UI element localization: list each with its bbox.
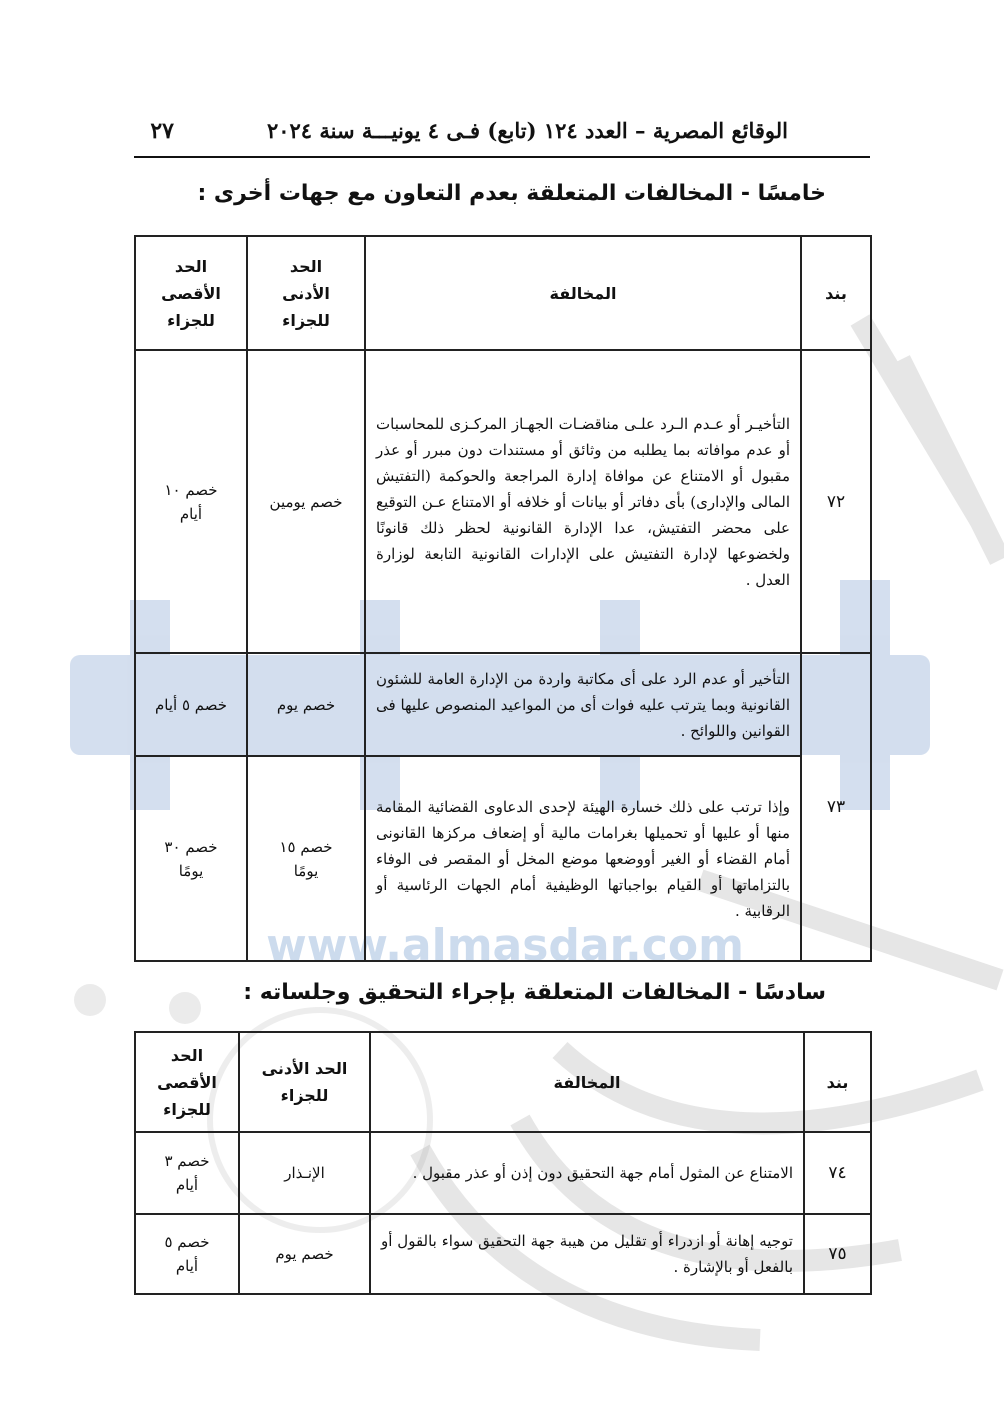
table-row — [135, 756, 871, 961]
violation-text: التأخير أو عدم الرد على أى مكاتبة واردة من الإدارة العامة للشئون القانونية وبما يترتب عليه فوات أى من المواعيد المنصوص عليها فى القوانين واللوائح . — [365, 653, 801, 756]
min-penalty: خصم يوم — [239, 1214, 370, 1294]
max-penalty: خصم ٥ أيام — [164, 1233, 210, 1275]
item-number: ٧٢ — [801, 350, 871, 653]
item-number: ٧٤ — [804, 1132, 871, 1214]
violation-text: الامتناع عن المثول أمام جهة التحقيق دون إذن أو عذر مقبول . — [370, 1132, 804, 1214]
section-6-table — [134, 1031, 872, 1295]
violation-text: توجيه إهانة أو ازدراء أو تقليل من هيبة جهة التحقيق سواء بالقول أو بالفعل أو بالإشارة . — [370, 1214, 804, 1294]
violation-text: التأخيـر أو عـدم الـرد علـى مناقضـات الجهـاز المركـزى للمحاسبات أو عدم موافاته بما يطلبه من وثائق أو مستندات دون مبرر أو عذر مقبول أو الامتناع عن موافاة إدارة المراجعة والحوكمة (التفتيش المالى والإدارى) بأى دفاتر أو بيانات أو خلافه أو الامتناع عـن التوقيع على محضر التفتيش، عدا الإدارة القانونية لحظر ذلك قانونًا ولخضوعها لإدارة التفتيش على الإدارات القانونية التابعة لوزارة العدل . — [365, 350, 801, 653]
min-penalty: خصم ١٥ يومًا — [279, 837, 333, 880]
item-number: ٧٣ — [801, 653, 871, 961]
section-6-title: سادسًا - المخالفات المتعلقة بإجراء التحقيق وجلساته : — [243, 980, 826, 1005]
watermark-url: www.almasdar.com — [266, 920, 744, 971]
min-penalty: خصم يوم — [247, 653, 365, 756]
column-header-violation: المخالفة — [365, 236, 801, 350]
table-row — [135, 1214, 871, 1294]
column-header-max-penalty: الحد الأقصى للجزاء — [135, 1032, 239, 1132]
table-row — [135, 350, 871, 653]
item-number: ٧٥ — [804, 1214, 871, 1294]
max-penalty: خصم ٣٠ يومًا — [164, 837, 218, 880]
max-penalty: خصم ١٠ أيام — [164, 480, 218, 523]
column-header-item: بند — [801, 236, 871, 350]
column-header-violation: المخالفة — [370, 1032, 804, 1132]
column-header-max-penalty: الحد الأقصى للجزاء — [135, 236, 247, 350]
max-penalty: خصم ٥ أيام — [135, 653, 247, 756]
page-number: ٢٧ — [150, 118, 174, 144]
column-header-min-penalty: الحد الأدنى للجزاء — [247, 236, 365, 350]
min-penalty: خصم يومين — [247, 350, 365, 653]
table-row — [135, 1132, 871, 1214]
page-header — [134, 112, 870, 158]
max-penalty: خصم ٣ أيام — [164, 1152, 210, 1194]
min-penalty: الإنـذار — [239, 1132, 370, 1214]
section-5-table — [134, 235, 872, 962]
section-5-title: خامسًا - المخالفات المتعلقة بعدم التعاون مع جهات أخرى : — [197, 181, 826, 206]
column-header-min-penalty: الحد الأدنى للجزاء — [239, 1032, 370, 1132]
gazette-header-title: الوقائع المصرية – العدد ١٢٤ (تابع) فـى ٤ يونيـــة سنة ٢٠٢٤ — [266, 118, 788, 143]
table-row — [135, 653, 871, 756]
violation-text: وإذا ترتب على ذلك خسارة الهيئة لإحدى الدعاوى القضائية المقامة منها أو عليها أو تحميلها بغرامات مالية أو إضعاف مركزها القانونى أمام القضاء أو الغير أووضعها موضع المخل أو المقصر فى الوفاء بالتزاماتها أو القيام بواجباتها الوظيفية أمام الجهات الرئاسية أو الرقابية . — [365, 756, 801, 961]
column-header-item: بند — [804, 1032, 871, 1132]
